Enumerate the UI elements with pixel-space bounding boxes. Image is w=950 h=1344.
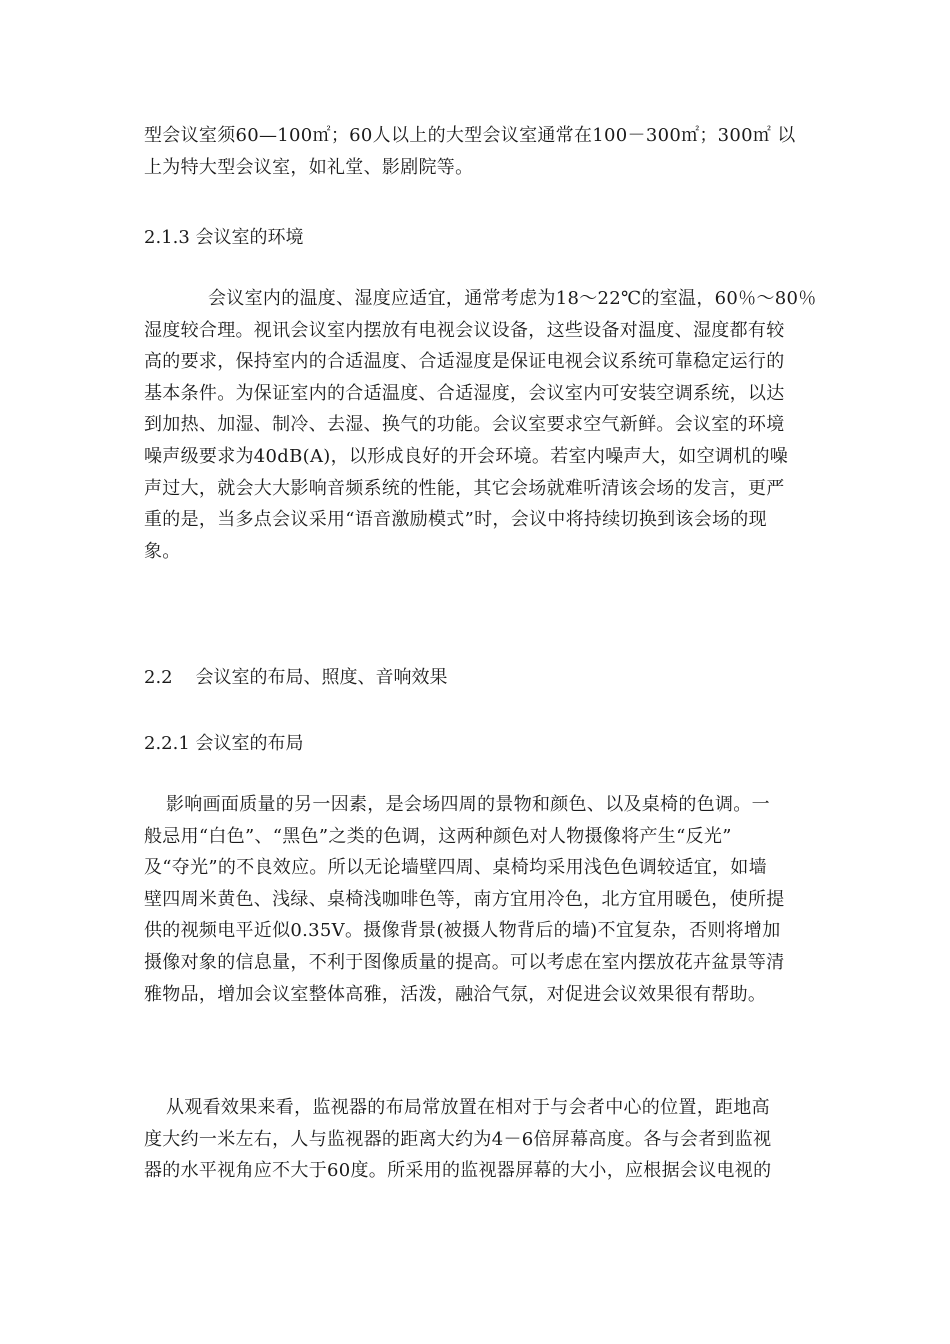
text-line: 从观看效果来看，监视器的布局常放置在相对于与会者中心的位置，距地高 [166, 1097, 770, 1118]
section-heading-2-2: 2.2 会议室的布局、照度、音响效果 [144, 667, 448, 688]
text-line: 会议室内的温度、湿度应适宜，通常考虑为18～22℃的室温，60％～80％ [208, 288, 817, 309]
text-line: 器的水平视角应不大于60度。所采用的监视器屏幕的大小，应根据会议电视的 [144, 1160, 772, 1182]
text-line: 上为特大型会议室，如礼堂、影剧院等。 [144, 156, 474, 178]
section-heading-2-2-1: 2.2.1 会议室的布局 [144, 733, 304, 754]
text-line: 型会议室须60—100㎡；60人以上的大型会议室通常在100－300㎡；300㎡ 以 [144, 125, 796, 146]
text-line: 重的是，当多点会议采用“语音激励模式”时，会议中将持续切换到该会场的现 [144, 509, 767, 531]
text-line: 影响画面质量的另一因素，是会场四周的景物和颜色、以及桌椅的色调。一 [166, 794, 770, 815]
text-line: 摄像对象的信息量，不利于图像质量的提高。可以考虑在室内摆放花卉盆景等清 [144, 951, 785, 973]
text-line: 基本条件。为保证室内的合适温度、合适湿度，会议室内可安装空调系统，以达 [144, 382, 785, 404]
text-line: 到加热、加湿、制冷、去湿、换气的功能。会议室要求空气新鲜。会议室的环境 [144, 414, 785, 436]
text-line: 湿度较合理。视讯会议室内摆放有电视会议设备，这些设备对温度、湿度都有较 [144, 319, 785, 341]
text-line: 象。 [144, 540, 181, 562]
paragraph-room-sizes [144, 120, 806, 183]
text-line: 及“夺光”的不良效应。所以无论墙壁四周、桌椅均采用浅色色调较适宜，如墙 [144, 857, 767, 879]
text-line: 般忌用“白色”、“黑色”之类的色调，这两种颜色对人物摄像将产生“反光” [144, 825, 732, 847]
text-line: 度大约一米左右，人与监视器的距离大约为4－6倍屏幕高度。各与会者到监视 [144, 1128, 772, 1150]
paragraph-layout-colors [144, 789, 806, 1010]
text-line: 供的视频电平近似0.35V。摄像背景(被摄人物背后的墙)不宜复杂，否则将增加 [144, 920, 781, 942]
text-line: 壁四周米黄色、浅绿、桌椅浅咖啡色等，南方宜用冷色，北方宜用暖色，使所提 [144, 888, 785, 910]
paragraph-monitor-placement [144, 1092, 806, 1187]
text-line: 声过大，就会大大影响音频系统的性能，其它会场就难听清该会场的发言，更严 [144, 477, 785, 499]
section-heading-2-1-3: 2.1.3 会议室的环境 [144, 227, 304, 248]
text-line: 噪声级要求为40dB(A)，以形成良好的开会环境。若室内噪声大，如空调机的噪 [144, 445, 789, 467]
text-line: 高的要求，保持室内的合适温度、合适湿度是保证电视会议系统可靠稳定运行的 [144, 351, 785, 373]
paragraph-environment [144, 283, 817, 567]
text-line: 雅物品，增加会议室整体高雅，活泼，融洽气氛，对促进会议效果很有帮助。 [144, 983, 767, 1005]
